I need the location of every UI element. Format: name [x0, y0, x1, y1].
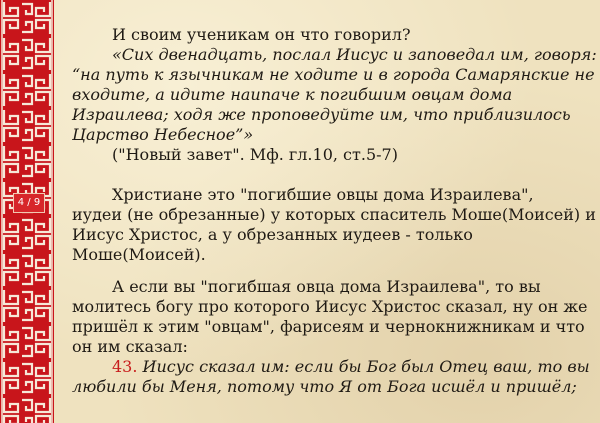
text-line: Моше(Моисей). [72, 245, 206, 264]
verse-line [112, 358, 590, 376]
text-line: И своим ученикам он что говорил? [112, 25, 411, 44]
text-line: входите, а идите наипаче к погибшим овцам дома [72, 85, 513, 104]
verse-number: 43. [112, 357, 138, 376]
text-line: Израилева; ходя же проповедуйте им, что приблизилось [72, 105, 571, 124]
citation: ("Новый завет". Мф. гл.10, ст.5-7) [112, 145, 398, 164]
text-line: иудеи (не обрезанные) у которых спаситель Моше(Моисей) и [72, 205, 596, 224]
text-line: пришёл к этим "овцам", фарисеям и чернокнижникам и что [72, 317, 585, 336]
ornament-border [0, 0, 54, 423]
page-counter: 4 / 9 [13, 193, 45, 213]
text-line: молитесь богу про которого Иисус Христос сказал, ну он же [72, 297, 588, 316]
text-line: Царство Небесное”» [72, 125, 254, 144]
text-line: Христиане это "погибшие овцы дома Израилева", [112, 185, 534, 204]
text-line: «Сих двенадцать, послал Иисус и заповедал им, говоря: [112, 45, 597, 64]
text-line: он им сказал: [72, 337, 188, 356]
text-line: А если вы "погибшая овца дома Израилева", то вы [112, 277, 541, 296]
verse-text: Иисус сказал им: если бы Бог был Отец ваш, то вы [137, 357, 590, 376]
text-line: “на путь к язычникам не ходите и в города Самарянские не [72, 65, 595, 84]
text-line: Иисус Христос, а у обрезанных иудеев - только [72, 225, 473, 244]
text-line: любили бы Меня, потому что Я от Бога исшёл и пришёл; [72, 377, 577, 396]
